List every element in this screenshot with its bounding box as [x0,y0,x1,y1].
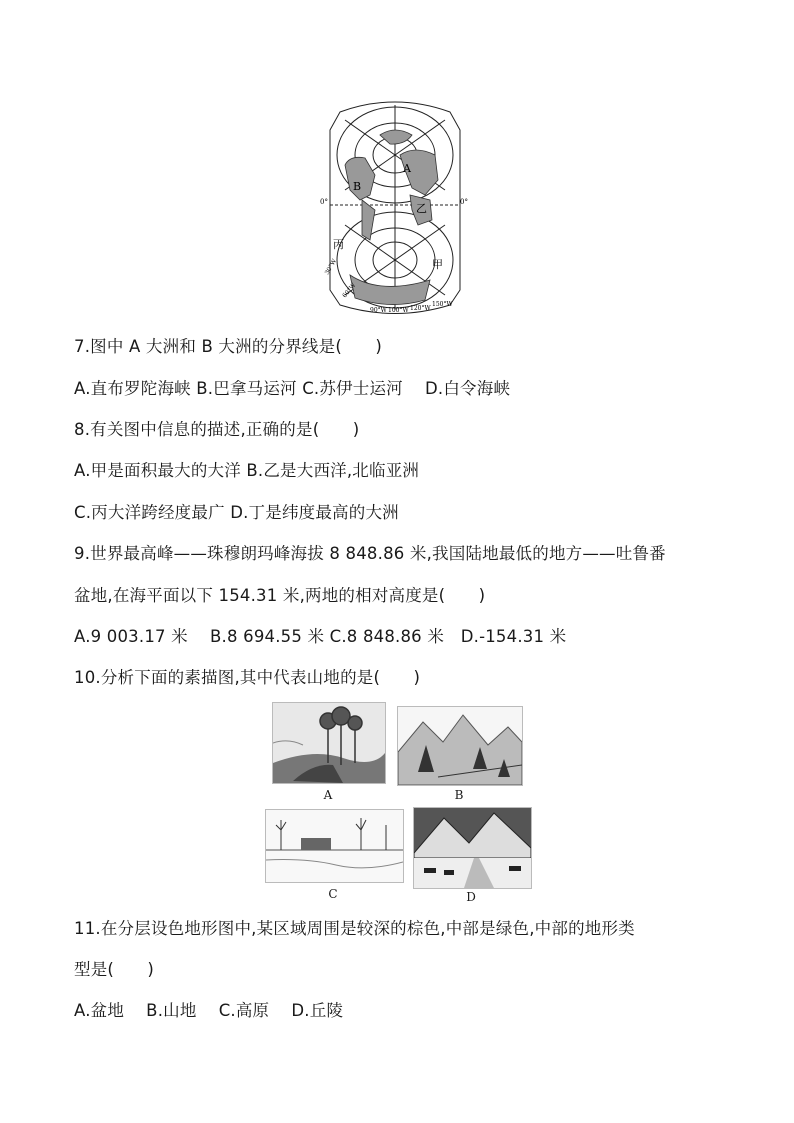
question-7-options: A.直布罗陀海峡 B.巴拿马运河 C.苏伊士运河 D.白令海峡 [74,379,511,398]
map-label-jia: 甲 [432,258,443,271]
question-7-stem: 7.图中 A 大洲和 B 大洲的分界线是( ) [74,337,383,356]
scale-label: 60°W [341,281,358,300]
map-label-zero-left: 0° [320,198,328,206]
question-10-stem: 10.分析下面的素描图,其中代表山地的是( ) [74,668,421,687]
question-8-options-1: A.甲是面积最大的大洋 B.乙是大西洋,北临亚洲 [74,461,420,480]
question-8-options-2: C.丙大洋跨经度最广 D.丁是纬度最高的大洲 [74,503,399,522]
question-8-stem: 8.有关图中信息的描述,正确的是( ) [74,420,360,439]
question-9-stem-2: 盆地,在海平面以下 154.31 米,两地的相对高度是( ) [74,586,486,605]
sketch-c-label: C [328,887,338,901]
scale-label: 120°W [410,305,431,312]
scale-label: 90°W [370,307,387,314]
sketch-d-image [413,807,532,889]
question-9-options: A.9 003.17 米 B.8 694.55 米 C.8 848.86 米 D.-154.31 米 [74,627,567,646]
scale-label: 150°W [432,301,453,308]
world-map-figure [320,100,470,315]
scale-label: 30°W [323,257,339,276]
sketch-d-label: D [466,890,476,904]
map-label-yi: 乙 [416,202,427,215]
sketch-a-label: A [323,788,333,802]
sketch-a-image [272,702,386,784]
question-11-options: A.盆地 B.山地 C.高原 D.丘陵 [74,1001,344,1020]
map-label-b: B [353,180,362,193]
sketch-b-label: B [454,788,464,802]
scale-label: 100°W [388,307,409,314]
question-9-stem-1: 9.世界最高峰——珠穆朗玛峰海拔 8 848.86 米,我国陆地最低的地方——吐鲁番 [74,544,666,563]
map-label-a: A [403,162,411,175]
map-label-bing: 丙 [333,238,344,251]
question-11-stem-1: 11.在分层设色地形图中,某区域周围是较深的棕色,中部是绿色,中部的地形类 [74,919,635,938]
map-label-zero-right: 0° [460,198,468,206]
sketch-b-image [397,706,523,786]
question-11-stem-2: 型是( ) [74,960,155,979]
sketch-c-image [265,809,404,883]
